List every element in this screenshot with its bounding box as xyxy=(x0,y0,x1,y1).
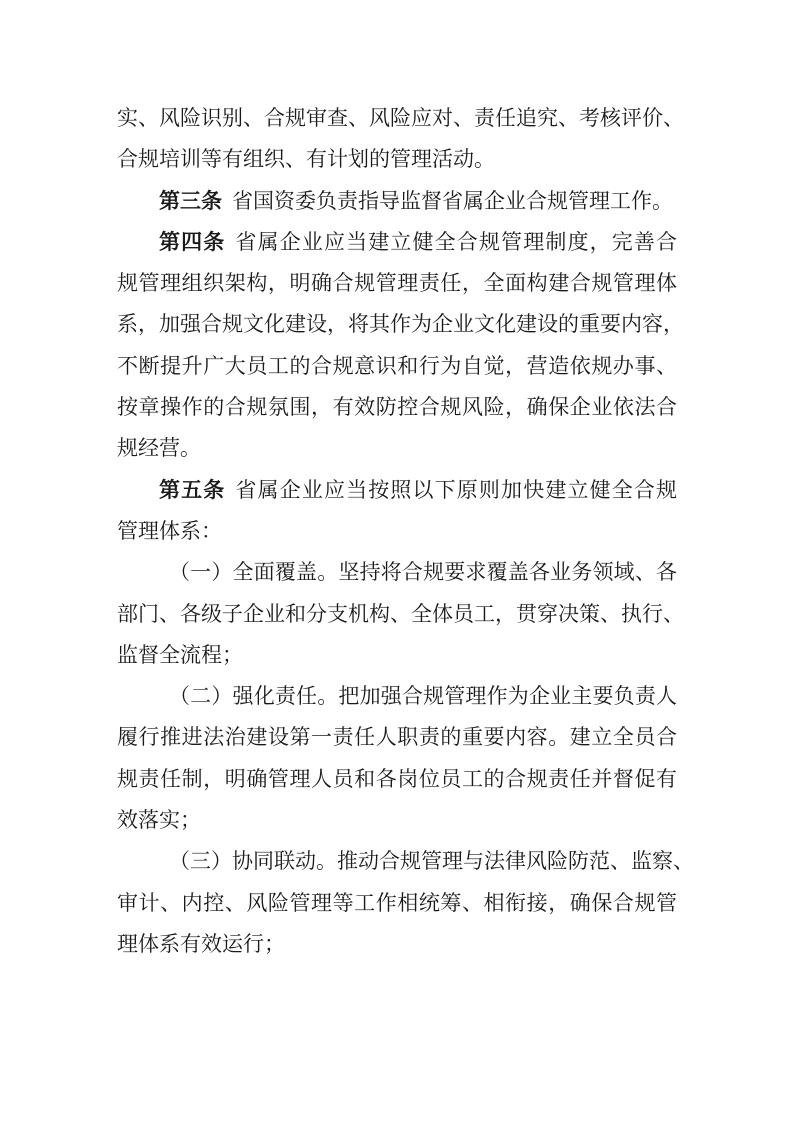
text-line: 按章操作的合规氛围，有效防控合规风险，确保企业依法合 xyxy=(117,395,677,420)
article-paragraph-3 xyxy=(117,181,677,222)
article-heading: 第四条 xyxy=(159,229,226,254)
text-line: 合规培训等有组织、有计划的管理活动。 xyxy=(117,147,495,172)
text-line: 规管理组织架构，明确合规管理责任，全面构建合规管理体 xyxy=(117,271,677,296)
article-heading: 第五条 xyxy=(159,477,226,502)
article-text: 省属企业应当按照以下原则加快建立健全合规 xyxy=(235,477,678,502)
text-line: 系，加强合规文化建设，将其作为企业文化建设的重要内容， xyxy=(117,312,684,337)
text-line: 监督全流程； xyxy=(117,642,243,667)
text-line: 不断提升广大员工的合规意识和行为自觉，营造依规办事、 xyxy=(117,353,677,378)
article-heading: 第三条 xyxy=(159,188,222,213)
article-text: 省属企业应当建立健全合规管理制度，完善合 xyxy=(235,229,678,254)
text-line: 规责任制，明确管理人员和各岗位员工的合规责任并督促有 xyxy=(117,766,677,791)
text-line: 履行推进法治建设第一责任人职责的重要内容。建立全员合 xyxy=(117,725,677,750)
list-item-3: （三）协同联动。推动合规管理与法律风险防范、监察、 xyxy=(169,849,694,874)
text-line: 理体系有效运行； xyxy=(117,931,285,956)
article-text: 省国资委负责指导监督省属企业合规管理工作。 xyxy=(232,188,673,213)
article-paragraph-4 xyxy=(117,222,677,263)
article-paragraph-5 xyxy=(117,470,677,511)
list-item-2: （二）强化责任。把加强合规管理作为企业主要负责人 xyxy=(169,684,677,709)
text-line: 效落实； xyxy=(117,808,201,833)
text-line: 审计、内控、风险管理等工作相统筹、相衔接，确保合规管 xyxy=(117,890,677,915)
text-line: 部门、各级子企业和分支机构、全体员工，贯穿决策、执行、 xyxy=(117,601,684,626)
document-body xyxy=(117,98,694,965)
list-item-1: （一）全面覆盖。坚持将合规要求覆盖各业务领域、各 xyxy=(169,560,677,585)
text-line: 管理体系： xyxy=(117,518,222,543)
text-line: 实、风险识别、合规审查、风险应对、责任追究、考核评价、 xyxy=(117,106,684,130)
text-line: 规经营。 xyxy=(117,436,201,461)
